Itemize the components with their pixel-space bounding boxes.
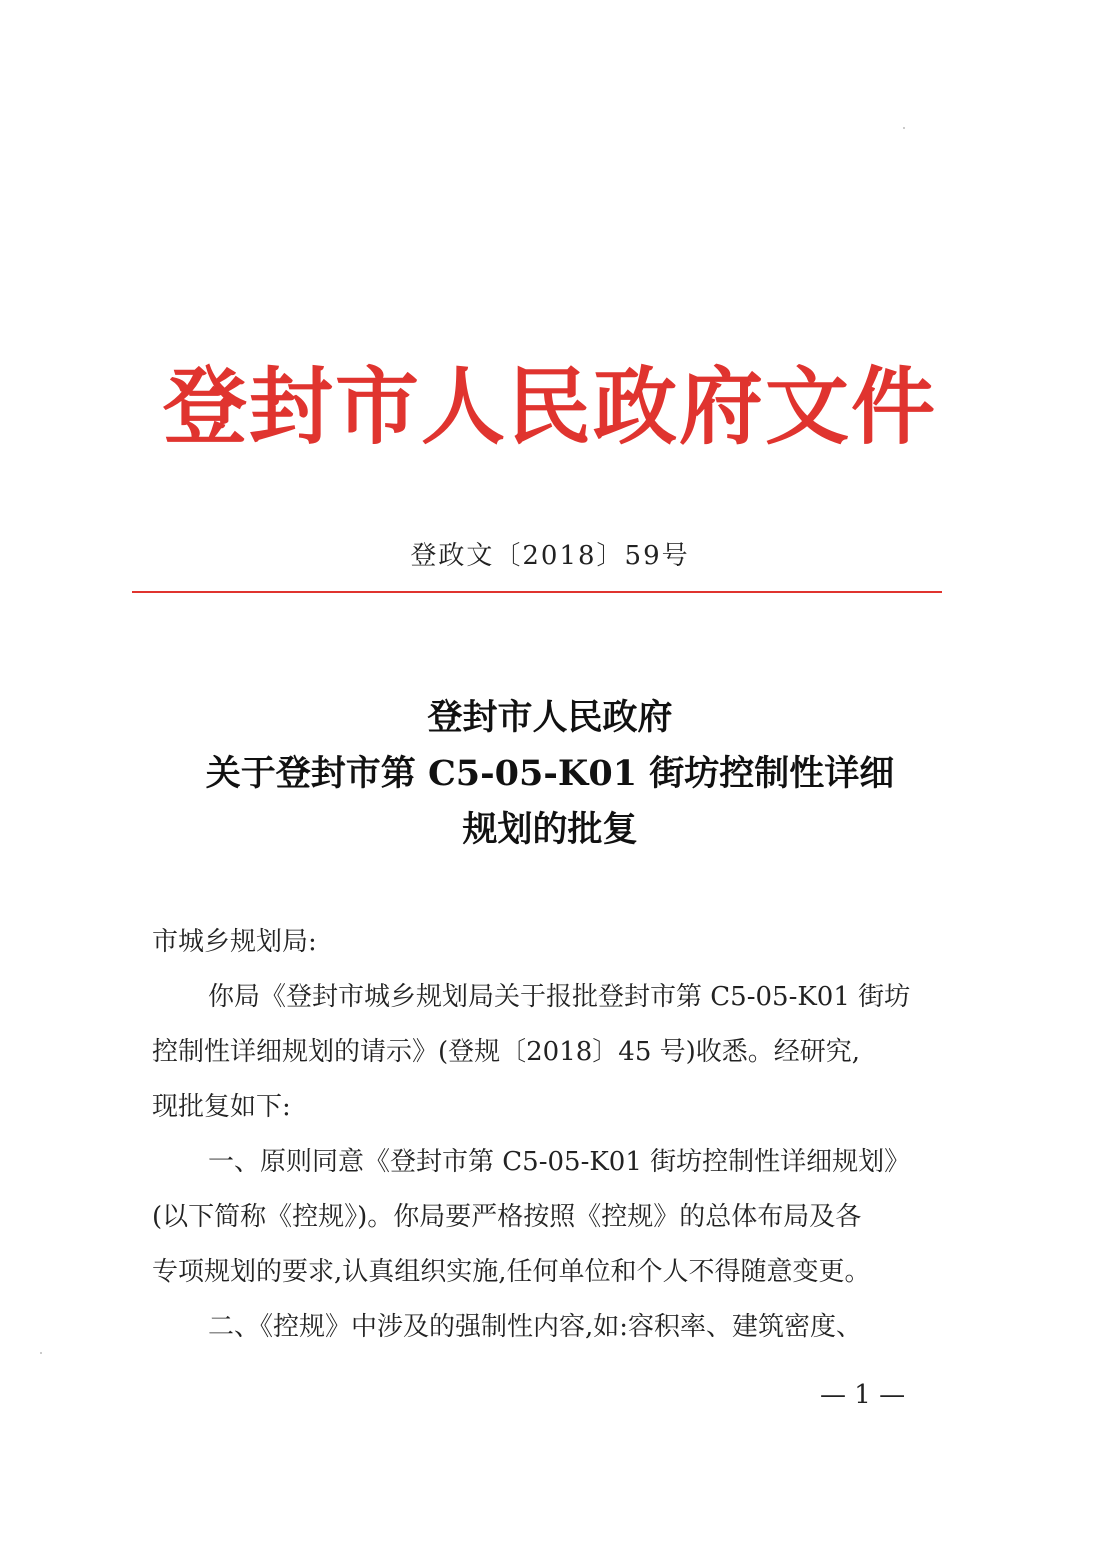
document-number: 登政文〔2018〕59号 bbox=[410, 541, 690, 571]
title-line-2: 关于登封市第 C5-05-K01 街坊控制性详细 bbox=[205, 753, 895, 794]
scan-speck bbox=[903, 127, 905, 129]
paragraph-1-line-2: 控制性详细规划的请示》(登规〔2018〕45 号)收悉。经研究, bbox=[152, 1037, 861, 1067]
salutation: 市城乡规划局: bbox=[152, 927, 317, 957]
paragraph-2-line-2: (以下简称《控规》)。你局要严格按照《控规》的总体布局及各 bbox=[152, 1202, 862, 1232]
paragraph-1-line-3: 现批复如下: bbox=[152, 1092, 291, 1122]
red-divider bbox=[132, 591, 942, 593]
document-title bbox=[0, 690, 1100, 858]
page-number: — 1 — bbox=[820, 1380, 906, 1410]
paragraph-2-line-3: 专项规划的要求,认真组织实施,任何单位和个人不得随意变更。 bbox=[152, 1257, 871, 1287]
paragraph-2-line-1: 一、原则同意《登封市第 C5-05-K01 街坊控制性详细规划》 bbox=[208, 1147, 911, 1177]
document-body bbox=[152, 915, 972, 1355]
title-line-1: 登封市人民政府 bbox=[427, 697, 673, 738]
scan-speck bbox=[40, 1352, 42, 1354]
paragraph-1-line-1: 你局《登封市城乡规划局关于报批登封市第 C5-05-K01 街坊 bbox=[208, 982, 911, 1012]
document-masthead: 登封市人民政府文件 bbox=[162, 358, 937, 456]
title-line-3: 规划的批复 bbox=[462, 809, 638, 850]
paragraph-3-line-1: 二、《控规》中涉及的强制性内容,如:容积率、建筑密度、 bbox=[208, 1312, 863, 1342]
